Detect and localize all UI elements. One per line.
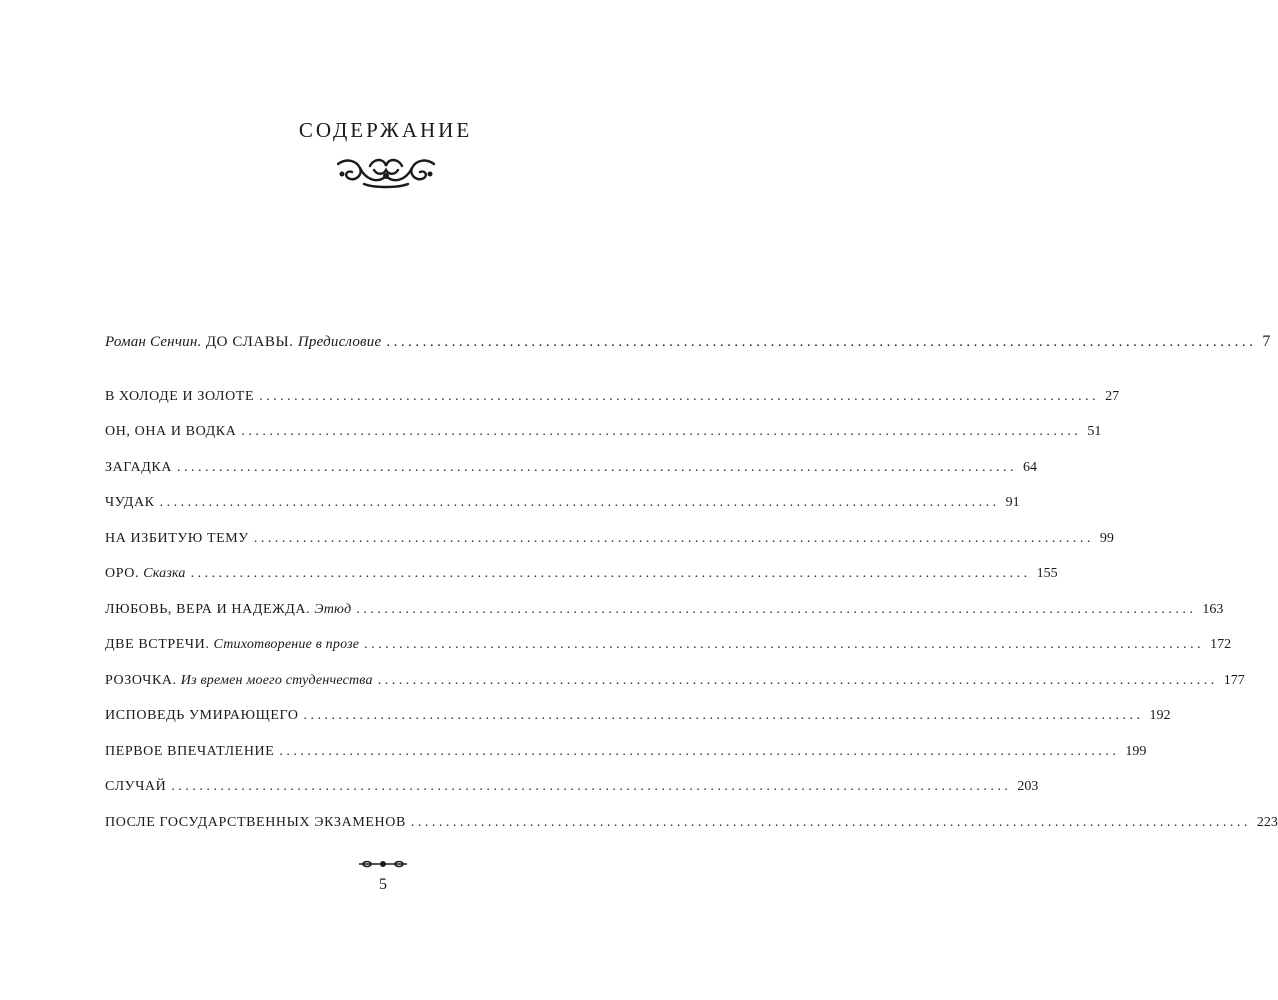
page-number: 5 <box>379 876 387 893</box>
toc-leader-dots: ........................................................................................................................ <box>253 530 1094 546</box>
toc-leader-dots: ........................................................................................................................ <box>410 814 1251 830</box>
toc-italic-text: Из времен моего студенчества <box>180 672 373 688</box>
toc-entry <box>105 521 1114 557</box>
toc-leader-dots: ........................................................................................................................ <box>279 743 1120 759</box>
toc-entry <box>105 627 1232 663</box>
toc-italic-text: Этюд <box>314 601 352 617</box>
toc-entry <box>105 324 1271 360</box>
toc-page-number: 27 <box>1105 388 1120 404</box>
toc-italic-text: Стихотворение в прозе <box>213 637 360 652</box>
toc-leader-dots: ........................................................................................................................ <box>356 601 1197 617</box>
toc-page-number: 163 <box>1202 601 1224 617</box>
toc-text: ЗАГАДКА <box>105 459 173 475</box>
toc-page-number: 199 <box>1125 743 1147 759</box>
toc-text: ДО СЛАВЫ. <box>201 334 298 350</box>
toc-entry <box>105 698 1171 734</box>
toc-text: ЧУДАК <box>105 495 155 510</box>
toc-entry-title <box>105 805 406 841</box>
toc-text: ОН, ОНА И ВОДКА <box>105 424 237 439</box>
toc-text: ДВЕ ВСТРЕЧИ. <box>105 637 214 652</box>
toc-text: ПЕРВОЕ ВПЕЧАТЛЕНИЕ <box>105 743 275 759</box>
toc-leader-dots: ........................................................................................................................ <box>303 708 1144 723</box>
toc-page-number: 172 <box>1210 637 1232 652</box>
toc-page-number: 192 <box>1149 708 1171 723</box>
toc-leader-dots: ........................................................................................................................ <box>364 637 1205 652</box>
toc-text: ЛЮБОВЬ, ВЕРА И НАДЕЖДА. <box>105 601 315 617</box>
toc-entry <box>105 414 1102 450</box>
toc-entry-title <box>105 734 274 770</box>
toc-entry-title <box>105 379 254 415</box>
scroll-ornament-icon <box>334 154 438 190</box>
toc-page-number: 177 <box>1223 672 1245 688</box>
toc-text: ПОСЛЕ ГОСУДАРСТВЕННЫХ ЭКЗАМЕНОВ <box>105 814 406 830</box>
toc-entry-title <box>105 663 373 699</box>
toc-entry <box>105 769 1039 805</box>
page-title: СОДЕРЖАНИЕ <box>298 118 473 142</box>
toc-leader-dots: ........................................................................................................................ <box>171 779 1012 794</box>
toc-text: В ХОЛОДЕ И ЗОЛОТЕ <box>105 388 255 404</box>
toc-entry <box>105 734 1147 770</box>
toc-page-number: 7 <box>1262 333 1271 350</box>
toc-page-number: 223 <box>1256 814 1278 830</box>
toc-page-number: 155 <box>1036 566 1058 581</box>
toc-text: ИСПОВЕДЬ УМИРАЮЩЕГО <box>105 708 299 723</box>
toc-leader-dots: ........................................................................................................................ <box>159 495 1000 510</box>
toc-entry <box>105 450 1038 486</box>
toc-page-number: 51 <box>1087 424 1102 439</box>
toc-leader-dots: ........................................................................................................................ <box>377 672 1218 688</box>
toc-entry-title <box>105 414 236 450</box>
toc-entry <box>105 805 1278 841</box>
toc-italic-text: Сказка <box>143 566 186 581</box>
toc-entry-title <box>105 325 381 361</box>
divider-ornament-icon <box>357 859 409 869</box>
toc-entry <box>105 485 1020 521</box>
toc-text: РОЗОЧКА. <box>105 672 181 688</box>
toc-entry <box>105 663 1245 699</box>
table-of-contents <box>105 324 1278 840</box>
toc-entry-title <box>105 556 186 592</box>
toc-entry-title <box>105 592 351 628</box>
toc-italic-text: Предисловие <box>297 334 382 350</box>
toc-entry-title <box>105 450 172 486</box>
toc-leader-dots: ........................................................................................................................ <box>190 566 1031 581</box>
toc-leader-dots: ........................................................................................................................ <box>177 459 1018 475</box>
toc-page-number: 203 <box>1017 779 1039 794</box>
toc-entry-title <box>105 698 299 734</box>
toc-text: ОРО. <box>105 566 144 581</box>
toc-entry <box>105 379 1120 415</box>
toc-italic-text: Роман Сенчин. <box>105 334 202 350</box>
toc-entry-title <box>105 769 166 805</box>
toc-entry <box>105 556 1058 592</box>
toc-text: НА ИЗБИТУЮ ТЕМУ <box>105 530 249 546</box>
toc-leader-dots: ........................................................................................................................ <box>259 388 1100 404</box>
toc-page-number: 64 <box>1023 459 1038 475</box>
toc-leader-dots: ........................................................................................................................ <box>241 424 1082 439</box>
toc-page-number: 91 <box>1005 495 1020 510</box>
toc-page-number: 99 <box>1099 530 1114 546</box>
toc-leader-dots: ........................................................................................................................ <box>386 334 1257 350</box>
toc-text: СЛУЧАЙ <box>105 779 167 794</box>
toc-entry <box>105 592 1224 628</box>
toc-entry-title <box>105 521 249 557</box>
toc-entry-title <box>105 627 359 663</box>
toc-entry-title <box>105 485 155 521</box>
